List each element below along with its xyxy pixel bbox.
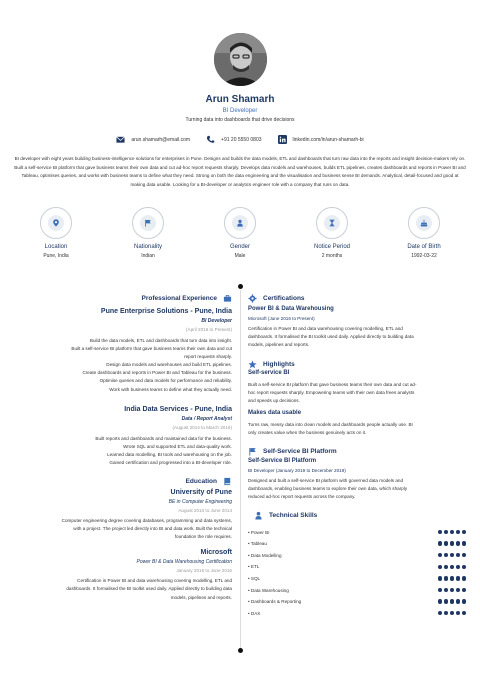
right-column bbox=[248, 294, 466, 619]
education-dates: January 2016 to June 2016 bbox=[176, 568, 232, 574]
envelope-icon bbox=[116, 135, 125, 144]
skill-level-dot bbox=[444, 576, 448, 580]
bullet: Built a self-service BI platform that gave business teams their own data and cut bbox=[71, 346, 232, 352]
bullet: with a project. The project led directly into BI and data work. Built the technical bbox=[73, 526, 232, 532]
education-entry bbox=[14, 489, 232, 541]
skill-name: • Data Modelling bbox=[248, 552, 282, 558]
project-role: BI Developer (January 2019 to December 2019) bbox=[248, 467, 346, 473]
skill-level-dots bbox=[438, 611, 466, 615]
skill-level-dot bbox=[438, 611, 442, 615]
skill-level-dot bbox=[444, 541, 448, 545]
skill-level-dot bbox=[456, 541, 460, 545]
info-label: Notice Period bbox=[313, 244, 351, 250]
skill-level-dots bbox=[438, 530, 466, 534]
phone-icon bbox=[206, 135, 215, 144]
info-value: Pune, India bbox=[43, 253, 69, 259]
skill-level-dot bbox=[450, 599, 454, 603]
info-date-of-birth bbox=[389, 207, 459, 259]
bullet: report requests sharply. bbox=[184, 354, 232, 360]
bullet: Computer engineering degree covering databases, programming and data systems, bbox=[61, 518, 232, 524]
skill-level-dot bbox=[444, 599, 448, 603]
skill-name: • Tableau bbox=[248, 541, 267, 547]
bullet: Learned data modelling, BI tools and warehousing on the job. bbox=[107, 451, 232, 457]
bullet: Certification in Power BI and data warehousing covering modelling, ETL and bbox=[77, 578, 232, 584]
skill-level-dot bbox=[444, 530, 448, 534]
education-school: Microsoft bbox=[200, 549, 232, 557]
skill-level-dot bbox=[450, 553, 454, 557]
skill-level-dots bbox=[438, 599, 466, 603]
body-line: Designed and built a self-service BI platform with governed data models and bbox=[248, 477, 403, 483]
contact-linkedin[interactable] bbox=[278, 135, 364, 144]
body-line: dashboards. It formalised the BI toolkit used daily. Applied directly to building data bbox=[248, 334, 414, 340]
skill-level-dot bbox=[462, 530, 466, 534]
skill-level-dot bbox=[456, 553, 460, 557]
bullet: Gained certification and progressed into a BI-developer role. bbox=[109, 459, 232, 465]
bullet: foundation the role requires. bbox=[174, 534, 232, 540]
education-heading bbox=[14, 477, 232, 486]
contact-phone[interactable] bbox=[206, 135, 261, 144]
skill-level-dots bbox=[438, 565, 466, 569]
skill-level-dot bbox=[438, 576, 442, 580]
user-icon bbox=[236, 219, 244, 227]
skill-level-dot bbox=[462, 599, 466, 603]
job-dates: (August 2014 to March 2016) bbox=[172, 424, 232, 430]
highlight-body bbox=[248, 381, 466, 406]
info-location bbox=[21, 207, 91, 259]
flag-icon bbox=[248, 447, 257, 456]
briefcase-icon bbox=[223, 294, 232, 303]
skill-level-dot bbox=[450, 541, 454, 545]
skill-level-dot bbox=[444, 588, 448, 592]
bullet: Optimise queries and data models for performance and reliability. bbox=[99, 378, 232, 384]
body-line: hoc report requests sharply. Empowering teams with their own data frees analysts bbox=[248, 389, 415, 395]
job-bullets bbox=[14, 337, 232, 394]
info-label: Nationality bbox=[133, 244, 162, 250]
skill-level-dot bbox=[450, 611, 454, 615]
skill-level-dot bbox=[438, 553, 442, 557]
candidate-role: BI Developer bbox=[222, 108, 258, 114]
skill-level-dot bbox=[438, 565, 442, 569]
skill-level-dot bbox=[438, 599, 442, 603]
email-text: arun.shamarh@email.com bbox=[131, 136, 191, 143]
skill-row bbox=[248, 561, 466, 573]
highlights-heading bbox=[248, 360, 466, 369]
skill-level-dot bbox=[450, 565, 454, 569]
skill-level-dot bbox=[462, 565, 466, 569]
column-divider bbox=[240, 290, 241, 652]
job-entry bbox=[14, 308, 232, 394]
info-value: 2 months bbox=[321, 253, 343, 259]
education-bullets bbox=[14, 517, 232, 541]
skill-row bbox=[248, 538, 466, 550]
highlight-title: Self-service BI bbox=[248, 369, 290, 376]
skill-level-dot bbox=[444, 611, 448, 615]
project-body bbox=[248, 477, 466, 502]
tagline: Turning data into dashboards that drive decisions bbox=[185, 117, 295, 123]
skill-level-dot bbox=[456, 588, 460, 592]
education-degree: Power BI & Data Warehousing Certification bbox=[136, 559, 232, 566]
bullet: Work with business teams to define what they actually need. bbox=[109, 386, 232, 392]
skill-level-dots bbox=[438, 576, 466, 580]
skill-row bbox=[248, 549, 466, 561]
linkedin-icon bbox=[278, 135, 287, 144]
body-line: reduced ad-hoc report requests across the company. bbox=[248, 494, 356, 500]
skill-row bbox=[248, 596, 466, 608]
skills-heading-text: Technical Skills bbox=[269, 512, 318, 520]
job-title: Data / Report Analyst bbox=[181, 415, 232, 422]
skill-row bbox=[248, 584, 466, 596]
certification-body bbox=[248, 325, 466, 350]
info-value: Male bbox=[234, 253, 246, 259]
skill-level-dot bbox=[462, 553, 466, 557]
project-heading-text: Self-Service BI Platform bbox=[263, 447, 337, 455]
body-line: only creates value when the business genuinely acts on it. bbox=[248, 430, 367, 436]
info-nationality bbox=[113, 207, 183, 259]
highlights-heading-text: Highlights bbox=[263, 360, 295, 368]
skill-level-dot bbox=[444, 565, 448, 569]
skill-row bbox=[248, 573, 466, 585]
skill-name: • ETL bbox=[248, 564, 260, 570]
education-entry bbox=[14, 549, 232, 601]
bullet: Create dashboards and reports in Power BI and Tableau for the business. bbox=[82, 370, 232, 376]
cake-icon bbox=[420, 219, 428, 227]
contact-email[interactable] bbox=[116, 135, 190, 144]
contact-bar bbox=[0, 135, 480, 144]
job-company: India Data Services - Pune, India bbox=[124, 405, 232, 413]
left-column bbox=[14, 294, 232, 602]
info-label: Date of Birth bbox=[407, 244, 441, 250]
skill-level-dots bbox=[438, 588, 466, 592]
gear-icon bbox=[248, 294, 257, 303]
body-line: Certification in Power BI and data warehousing covering modelling, ETL and bbox=[248, 326, 403, 331]
info-label: Location bbox=[44, 244, 68, 250]
skill-level-dot bbox=[462, 576, 466, 580]
education-school: University of Pune bbox=[170, 489, 232, 497]
skill-level-dots bbox=[438, 541, 466, 545]
education-heading-text: Education bbox=[185, 478, 217, 486]
job-company: Pune Enterprise Solutions - Pune, India bbox=[100, 308, 232, 315]
certifications-heading-text: Certifications bbox=[263, 295, 305, 302]
education-degree: BE in Computer Engineering bbox=[168, 499, 232, 506]
skill-level-dot bbox=[450, 530, 454, 534]
skill-level-dot bbox=[456, 565, 460, 569]
education-bullets bbox=[14, 577, 232, 601]
skill-level-dot bbox=[438, 541, 442, 545]
skills-heading bbox=[248, 511, 466, 520]
certification-title: Power BI & Data Warehousing bbox=[248, 306, 334, 312]
skill-level-dot bbox=[438, 588, 442, 592]
certification-issuer: Microsoft (June 2016 to Present) bbox=[248, 316, 315, 321]
info-label: Gender bbox=[229, 244, 250, 250]
bullet: Wrote SQL and supported ETL and data-quality work. bbox=[123, 443, 232, 449]
project-title: Self-Service BI Platform bbox=[248, 457, 317, 464]
highlight-body bbox=[248, 421, 466, 437]
bullet: dashboards. It formalised the BI toolkit used daily. Applied directly to building data bbox=[66, 586, 232, 592]
skill-name: • DAX bbox=[248, 610, 261, 616]
skill-level-dot bbox=[456, 530, 460, 534]
skill-name: • Data Warehousing bbox=[248, 587, 289, 593]
skill-level-dot bbox=[462, 611, 466, 615]
info-gender bbox=[205, 207, 275, 259]
info-value: Indian bbox=[141, 253, 155, 259]
linkedin-text: linkedin.com/in/arun-shamarh-bi bbox=[292, 136, 364, 143]
skill-level-dot bbox=[456, 599, 460, 603]
bullet: models, pipelines and reports. bbox=[170, 594, 232, 600]
certifications-heading bbox=[248, 294, 466, 303]
body-line: and speeds up decisions. bbox=[248, 398, 300, 404]
job-bullets bbox=[14, 435, 232, 467]
body-line: models, pipelines and reports. bbox=[248, 342, 310, 348]
skill-row bbox=[248, 526, 466, 538]
info-notice-period bbox=[297, 207, 367, 259]
users-icon bbox=[254, 511, 263, 520]
profile-summary: BI developer with eight years building business-intelligence solutions for enterprises in Pune. Designs and builds the data models, ETL and dashboards that turn raw data into the reports and insight decision-makers rely on. Built a self-service BI platform that gave business teams their own data and cut ad-hoc report requests sharply. Develops data models and warehouses, builds ETL pipelines, creates dashboards and reports in Power BI and Tableau, optimises queries, and works with business teams to define what they need. Strong on both the data engineering and the visualisation and business sense BI demands. Analytical, detail-focused and good at making data usable. Looking for a BI-developer or analytics engineer role with a company that runs on data. bbox=[14, 156, 466, 187]
hourglass-icon bbox=[328, 219, 336, 227]
skill-level-dot bbox=[462, 588, 466, 592]
flag-icon bbox=[144, 219, 152, 227]
skill-name: • Power BI bbox=[248, 529, 270, 535]
bullet: Design data models and warehouses and build ETL pipelines. bbox=[106, 362, 232, 368]
experience-heading bbox=[14, 294, 232, 303]
skills-list bbox=[248, 526, 466, 619]
skill-level-dot bbox=[456, 611, 460, 615]
info-value: 1992-03-22 bbox=[411, 253, 437, 259]
location-pin-icon bbox=[52, 219, 60, 227]
job-title: BI Developer bbox=[201, 318, 232, 324]
skill-level-dot bbox=[450, 576, 454, 580]
skill-level-dot bbox=[450, 588, 454, 592]
job-entry bbox=[14, 406, 232, 467]
experience-heading-text: Professional Experience bbox=[141, 295, 217, 302]
bullet: Built reports and dashboards and maintained data for the business. bbox=[95, 435, 232, 441]
skill-level-dot bbox=[462, 541, 466, 545]
job-dates: (April 2016 to Present) bbox=[186, 327, 232, 332]
avatar bbox=[214, 33, 267, 86]
divider-dot-bottom bbox=[238, 648, 243, 653]
phone-text: +91 20 5550 0803 bbox=[221, 136, 262, 143]
divider-dot-top bbox=[238, 284, 243, 289]
skill-level-dot bbox=[444, 553, 448, 557]
body-line: dashboards, enabling business teams to explore their own data, which sharply bbox=[248, 485, 408, 491]
skill-level-dots bbox=[438, 553, 466, 557]
bullet: Build the data models, ETL and dashboards that turn data into insight. bbox=[89, 338, 232, 343]
candidate-name: Arun Shamarh bbox=[205, 94, 275, 105]
education-dates: August 2010 to June 2014 bbox=[178, 508, 232, 514]
body-line: Built a self-service BI platform that gave business teams their own data and cut ad- bbox=[248, 381, 417, 387]
highlight-title: Makes data usable bbox=[248, 410, 302, 417]
skill-name: • SQL bbox=[248, 575, 261, 581]
body-line: Turns raw, messy data into clean models and dashboards people actually use. BI bbox=[248, 422, 413, 428]
book-icon bbox=[223, 477, 232, 486]
skill-level-dot bbox=[438, 530, 442, 534]
skill-level-dot bbox=[456, 576, 460, 580]
skill-name: • Dashboards & Reporting bbox=[248, 599, 302, 605]
skill-row bbox=[248, 607, 466, 619]
star-icon bbox=[248, 360, 257, 369]
project-heading bbox=[248, 447, 466, 456]
